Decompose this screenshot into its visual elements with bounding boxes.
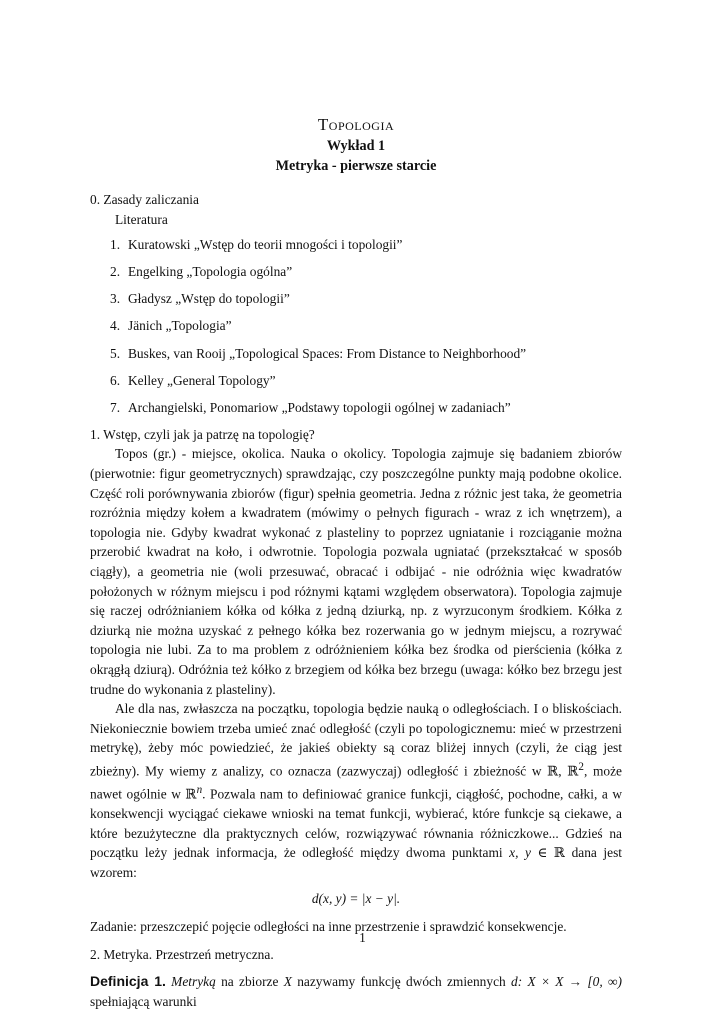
page-content — [90, 114, 622, 1011]
element-of: ∈ — [530, 845, 554, 861]
reference-item — [110, 398, 622, 418]
lecture-subtitle: Metryka - pierwsze starcie — [275, 158, 437, 174]
reference-text: Engelking „Topologia ogólna” — [128, 264, 293, 280]
reference-number: 1. — [110, 237, 121, 253]
reference-item — [110, 289, 622, 309]
distance-text-c: . Pozwala nam to definiować granice funkcji, ciągłość, pochodne, całki, a w konsekwencji wyciągać ciekawe wnioski na temat funkcji, wybierać, które funkcje są ciekawe, a które bezużyteczne dla praktycznych celów, rozwiązywać równania różniczkowe... Gdzieś na początku leży jednak informacja, że odległość między dwoma punktami — [90, 786, 622, 861]
reference-text: Gładysz „Wstęp do topologii” — [128, 291, 290, 307]
document-title: Topologia — [317, 115, 395, 134]
reals-symbol: ℝ — [185, 786, 197, 802]
metric-signature: d: X × X → [0, ∞) — [511, 974, 622, 990]
page-number: 1 — [359, 930, 366, 945]
reference-number: 4. — [110, 318, 121, 334]
reference-text: Archangielski, Ponomariow „Podstawy topologii ogólnej w zadaniach” — [128, 399, 511, 415]
reference-item — [110, 262, 622, 282]
points-xy: x, y — [509, 845, 531, 861]
reference-text: Jänich „Topologia” — [128, 318, 232, 334]
reference-item — [110, 371, 622, 391]
distance-text-d: dana jest wzorem: — [90, 845, 623, 880]
exponent-n: n — [196, 784, 203, 796]
reference-item — [110, 316, 622, 336]
reals-symbol: ℝ — [553, 845, 566, 861]
reference-text: Buskes, van Rooij „Topological Spaces: From Distance to Neighborhood” — [128, 345, 527, 361]
set-x: X — [283, 974, 292, 990]
separator: , — [558, 763, 568, 779]
reference-number: 2. — [110, 264, 121, 280]
definition-1 — [90, 972, 622, 1011]
section-2-heading: 2. Metryka. Przestrzeń metryczna. — [90, 946, 274, 962]
reference-list — [90, 235, 622, 417]
definition-text-a: na zbiorze — [215, 974, 284, 990]
reference-text: Kelley „General Topology” — [128, 372, 276, 388]
reference-number: 5. — [110, 345, 121, 361]
definition-label: Definicja 1. — [90, 973, 166, 990]
exponent-2: 2 — [578, 760, 584, 773]
distance-paragraph — [90, 699, 622, 882]
distance-equation: d(x, y) = |x − y|. — [311, 891, 401, 907]
definition-term: Metryką — [171, 974, 216, 990]
reference-number: 3. — [110, 291, 121, 307]
task-paragraph: Zadanie: przeszczepić pojęcie odległości na inne przestrzenie i sprawdzić konsekwencje. — [90, 919, 567, 935]
reals-symbol: ℝ — [547, 763, 559, 779]
reals-symbol: ℝ — [567, 763, 579, 779]
definition-text-b: nazywamy funkcję dwóch zmiennych — [291, 974, 512, 990]
distance-text-b: , może nawet ogólnie w — [90, 763, 622, 802]
definition-text-c: spełniającą warunki — [90, 993, 197, 1009]
section-1-heading: 1. Wstęp, czyli jak ja patrzę na topologię? — [90, 426, 315, 442]
reference-number: 7. — [110, 399, 121, 415]
reference-item — [110, 344, 622, 364]
intro-paragraph: Topos (gr.) - miejsce, okolica. Nauka o okolicy. Topologia zajmuje się badaniem zbiorów (pierwotnie: figur geometrycznych) sprawdzając, czy poszczególne punkty mają podobne okolice. Część roli porównywania zbiorów (figur) spełnia geometria. Jedna z różnic jest taka, że geometria rozróżnia między kołem a kwadratem (mówimy o pełnych figurach - wraz z ich wnętrzem), a topologia nie. Gdyby kwadrat wykonać z plasteliny to poprzez ugniatanie i rozciąganie można przerobić kwadrat na koło, i odwrotnie. Topologia pozwala ugniatać (przekształcać w sposób ciągły), a geometria nie (woli przesuwać, obracać i odbijać - nie odróżnia więc kwadratów położonych w różnym miejscu i pod różnymi kątami względem obserwatora). Topologia zajmuje się raczej odróżnianiem kółka od kółka z jedną dziurką, np. z wyrzuconym środkiem. Kółka z dziurką nie można uzyskać z pełnego kółka bez rozerwania go w jednym miejscu, a rozrywać topologia nie lubi. Za to ma problem z odróżnieniem kółka bez środka od pierścienia (kółka z okrągłą dziurą). Odróżnia też kółko z brzegiem od kółka bez brzegu (uwaga: kółko bez brzegu jest trudne do wykonania z plasteliny). — [90, 446, 622, 697]
distance-text-a: Ale dla nas, zwłaszcza na początku, topologia będzie nauką o odległościach. I o bliskościach. Niekoniecznie bowiem trzeba umieć znać odległość (czyli po topologicznemu: mieć w przestrzeni metrykę), żeby móc powiedzieć, że jakieś obiekty są coraz bliżej innych (czyli, że ciąg jest zbieżny). My wiemy z analizy, co oznacza (zazwyczaj) odległość i zbieżność w — [90, 701, 622, 779]
reference-item — [110, 235, 622, 255]
section-0-heading: 0. Zasady zaliczania — [90, 192, 199, 207]
reference-text: Kuratowski „Wstęp do teorii mnogości i topologii” — [128, 237, 403, 253]
lecture-number: Wykład 1 — [326, 138, 386, 154]
literature-heading: Literatura — [115, 211, 168, 227]
reference-number: 6. — [110, 372, 121, 388]
